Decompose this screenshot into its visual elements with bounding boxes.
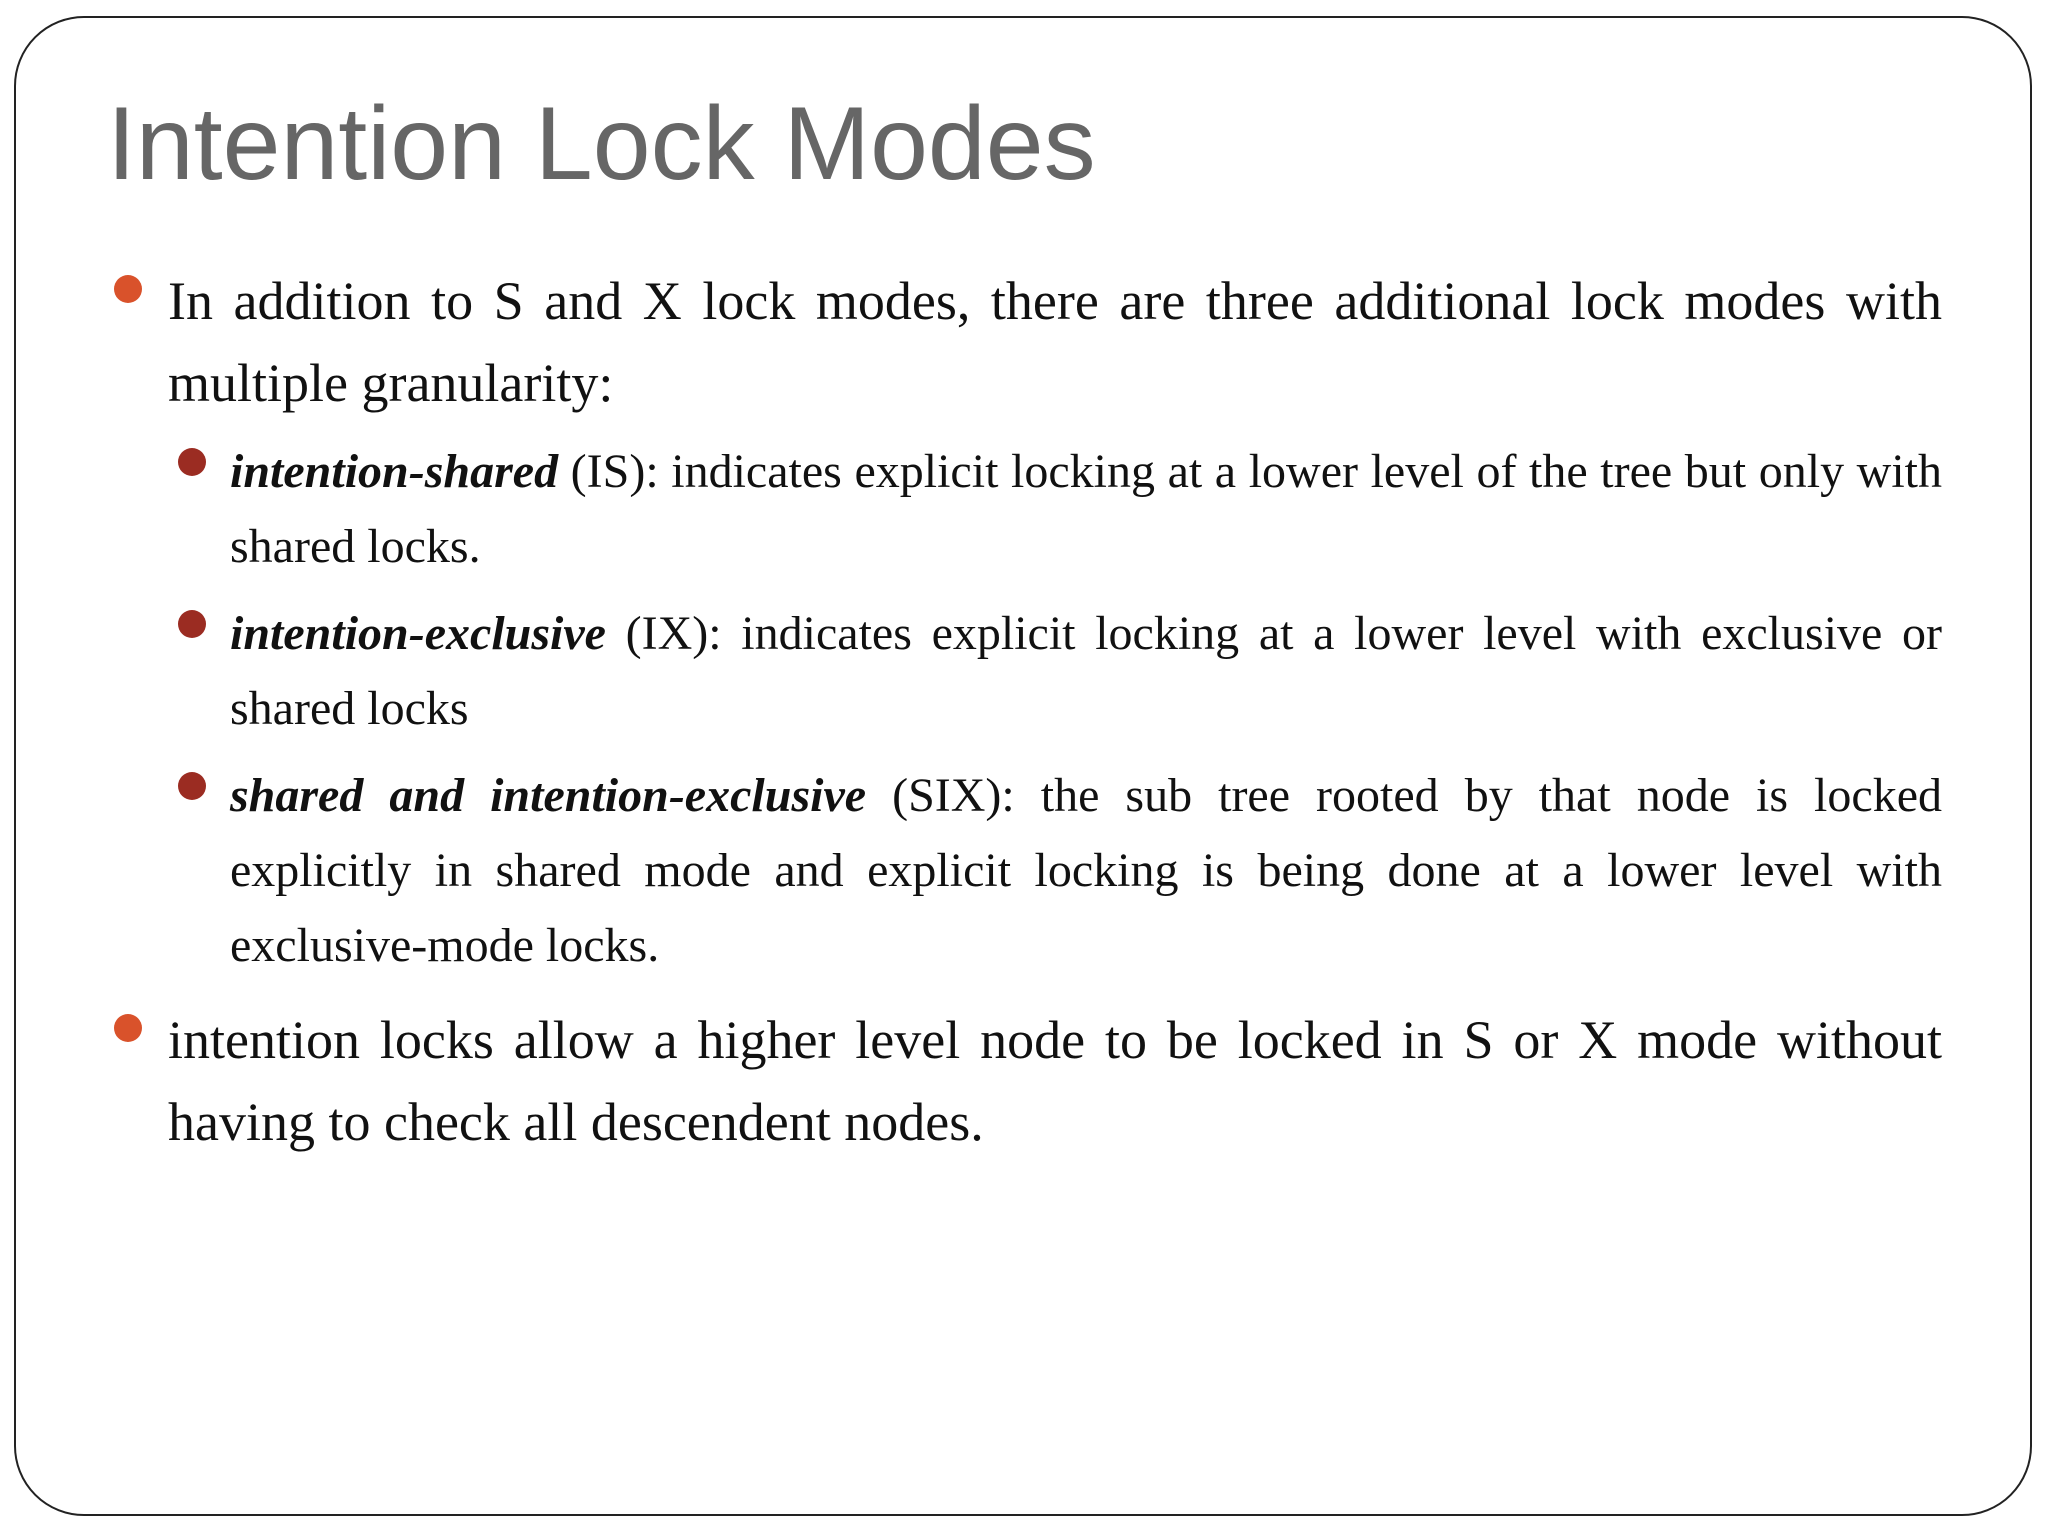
bullet-text: In addition to S and X lock modes, there are three additional lock modes with multiple granularity:	[168, 271, 1942, 413]
bullet-dot-icon	[178, 610, 206, 638]
bullet-item	[168, 260, 1942, 424]
term-label: shared and intention-exclusive	[230, 769, 867, 822]
sub-bullet-text: (IX): indicates explicit locking at a lower level with exclusive or shared locks	[230, 607, 1942, 735]
bullet-dot-icon	[178, 448, 206, 476]
bullet-dot-icon	[114, 275, 142, 303]
slide-title: Intention Lock Modes	[107, 86, 1096, 202]
bullet-dot-icon	[114, 1014, 142, 1042]
term-label: intention-shared	[230, 445, 559, 498]
sub-bullet-text: (SIX): the sub tree rooted by that node is locked explicitly in shared mode and explicit locking is being done at a lower level with exclusive-mode locks.	[230, 769, 1942, 972]
sub-bullet-item	[230, 596, 1942, 746]
sub-bullet-text: (IS): indicates explicit locking at a lower level of the tree but only with shared locks.	[230, 445, 1942, 573]
bullet-item	[168, 999, 1942, 1163]
bullet-dot-icon	[178, 772, 206, 800]
sub-bullet-item	[230, 758, 1942, 983]
term-label: intention-exclusive	[230, 607, 606, 660]
bullet-text: intention locks allow a higher level node to be locked in S or X mode without having to check all descendent nodes.	[168, 1010, 1942, 1152]
sub-bullet-item	[230, 434, 1942, 584]
